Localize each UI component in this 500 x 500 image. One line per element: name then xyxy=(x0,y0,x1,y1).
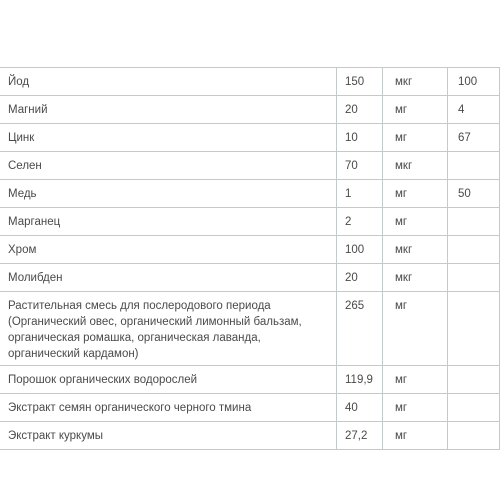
table-row xyxy=(0,264,500,292)
table-row xyxy=(0,366,500,394)
table-row xyxy=(0,208,500,236)
ingredient-name: Экстракт куркумы xyxy=(0,422,337,450)
ingredient-unit: мкг xyxy=(383,264,448,292)
ingredient-name: Марганец xyxy=(0,208,337,236)
ingredient-amount: 119,9 xyxy=(337,366,383,394)
ingredient-name: Магний xyxy=(0,96,337,124)
table-row xyxy=(0,124,500,152)
daily-value-percent xyxy=(448,422,500,450)
table-row xyxy=(0,152,500,180)
table-row xyxy=(0,96,500,124)
ingredient-amount: 100 xyxy=(337,236,383,264)
daily-value-percent xyxy=(448,152,500,180)
ingredient-name: Экстракт семян органического черного тмина xyxy=(0,394,337,422)
ingredient-unit: мкг xyxy=(383,68,448,96)
daily-value-percent: 4 xyxy=(448,96,500,124)
table-row xyxy=(0,394,500,422)
ingredient-amount: 10 xyxy=(337,124,383,152)
ingredient-name: Растительная смесь для послеродового периода (Органический овес, органический лимонный бальзам, органическая ромашка, органическая лаванда, органический кардамон) xyxy=(0,292,337,366)
ingredient-unit: мг xyxy=(383,366,448,394)
ingredient-name: Хром xyxy=(0,236,337,264)
table-row xyxy=(0,236,500,264)
table-row xyxy=(0,180,500,208)
ingredient-amount: 265 xyxy=(337,292,383,366)
ingredient-name: Цинк xyxy=(0,124,337,152)
daily-value-percent xyxy=(448,366,500,394)
daily-value-percent xyxy=(448,292,500,366)
ingredient-unit: мг xyxy=(383,394,448,422)
ingredient-amount: 27,2 xyxy=(337,422,383,450)
daily-value-percent xyxy=(448,208,500,236)
ingredient-unit: мг xyxy=(383,422,448,450)
ingredient-name: Порошок органических водорослей xyxy=(0,366,337,394)
ingredient-amount: 20 xyxy=(337,264,383,292)
table-row xyxy=(0,292,500,366)
ingredient-unit: мг xyxy=(383,292,448,366)
table-row xyxy=(0,422,500,450)
ingredient-unit: мг xyxy=(383,208,448,236)
daily-value-percent: 100 xyxy=(448,68,500,96)
daily-value-percent xyxy=(448,236,500,264)
ingredient-amount: 70 xyxy=(337,152,383,180)
ingredient-name: Йод xyxy=(0,68,337,96)
ingredient-unit: мг xyxy=(383,124,448,152)
ingredient-unit: мкг xyxy=(383,236,448,264)
nutrition-table xyxy=(0,67,500,450)
table-row xyxy=(0,68,500,96)
ingredient-unit: мг xyxy=(383,180,448,208)
ingredient-amount: 1 xyxy=(337,180,383,208)
ingredient-name: Молибден xyxy=(0,264,337,292)
daily-value-percent: 67 xyxy=(448,124,500,152)
ingredient-amount: 2 xyxy=(337,208,383,236)
ingredient-unit: мг xyxy=(383,96,448,124)
daily-value-percent xyxy=(448,394,500,422)
ingredient-amount: 20 xyxy=(337,96,383,124)
daily-value-percent: 50 xyxy=(448,180,500,208)
ingredient-amount: 150 xyxy=(337,68,383,96)
ingredient-name: Медь xyxy=(0,180,337,208)
ingredient-unit: мкг xyxy=(383,152,448,180)
daily-value-percent xyxy=(448,264,500,292)
ingredient-amount: 40 xyxy=(337,394,383,422)
ingredient-name: Селен xyxy=(0,152,337,180)
